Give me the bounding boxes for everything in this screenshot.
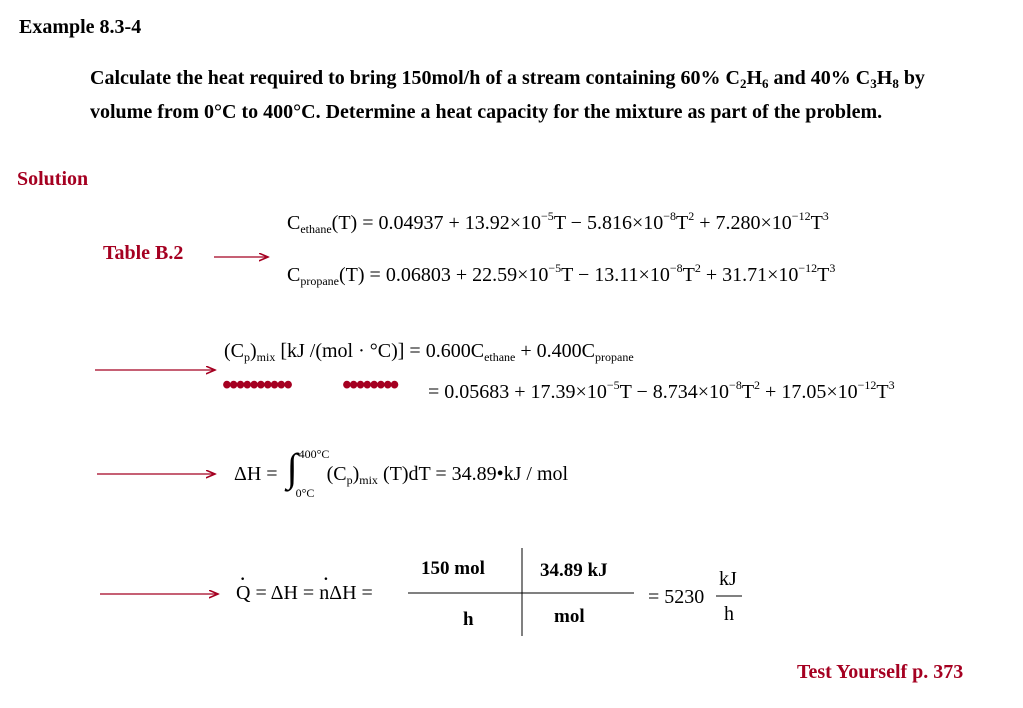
enthalpy-numerator: 34.89 kJ (540, 560, 608, 581)
table-reference-label: Table B.2 (103, 242, 184, 264)
ethane-heat-capacity-equation: $C_{ethane}(T) = 0.04937 + 13.92\times 10^{-5}T - 5.816\times 10^{-8}T^2 + 7.280\times 10^{-12}T^3$ (287, 209, 829, 236)
solution-heading: Solution (17, 168, 89, 190)
test-yourself-reference: Test Yourself p. 373 (797, 661, 964, 683)
propane-heat-capacity-equation: $C_{propane}(T) = 0.06803 + 22.59\times 10^{-5}T - 13.11\times 10^{-8}T^2 + 31.71\times 10^{-12}T^3$ (287, 261, 836, 288)
integral-sign-icon: ∫ 400°C 0°C (286, 445, 330, 501)
result-unit-numerator: kJ (719, 568, 737, 590)
problem-statement: Calculate the heat required to bring 150mol/h of a stream containing 60% $C_2H_6$ and 40% $C_3H_8$ by volume from 0°C to 400°C. Determine a heat capacity for the mixture as part of the problem. (90, 67, 925, 123)
heat-rate-equation: · Q = ΔH = · nΔH = (236, 582, 373, 605)
ellipsis-dots: •••••••••• (222, 370, 291, 401)
enthalpy-integral-equation: ΔH = ∫ 400°C 0°C $(C_p)_{mix}$ (T)dT = 34.89•kJ / mol (234, 445, 569, 501)
example-title: Example 8.3-4 (19, 16, 142, 38)
enthalpy-denominator: mol (554, 606, 585, 627)
result-value: = 5230 (648, 586, 705, 608)
flow-rate-denominator: h (463, 609, 474, 630)
flow-rate-numerator: 150 mol (421, 558, 485, 579)
mixture-expanded-equation: = $0.05683 + 17.39\times 10^{-5}T - 8.734\times 10^{-8}T^2 + 17.05\times 10^{-12}T^3$ (428, 378, 895, 403)
mixture-heat-capacity-equation: $(C_p)_{mix}$ [kJ $/(mol \cdot ^\circ C)] = 0.600C_{ethane} + 0.400C_{propane}$ (224, 340, 634, 364)
result-unit-denominator: h (724, 603, 734, 625)
ellipsis-dots: •••••••• (342, 370, 397, 401)
